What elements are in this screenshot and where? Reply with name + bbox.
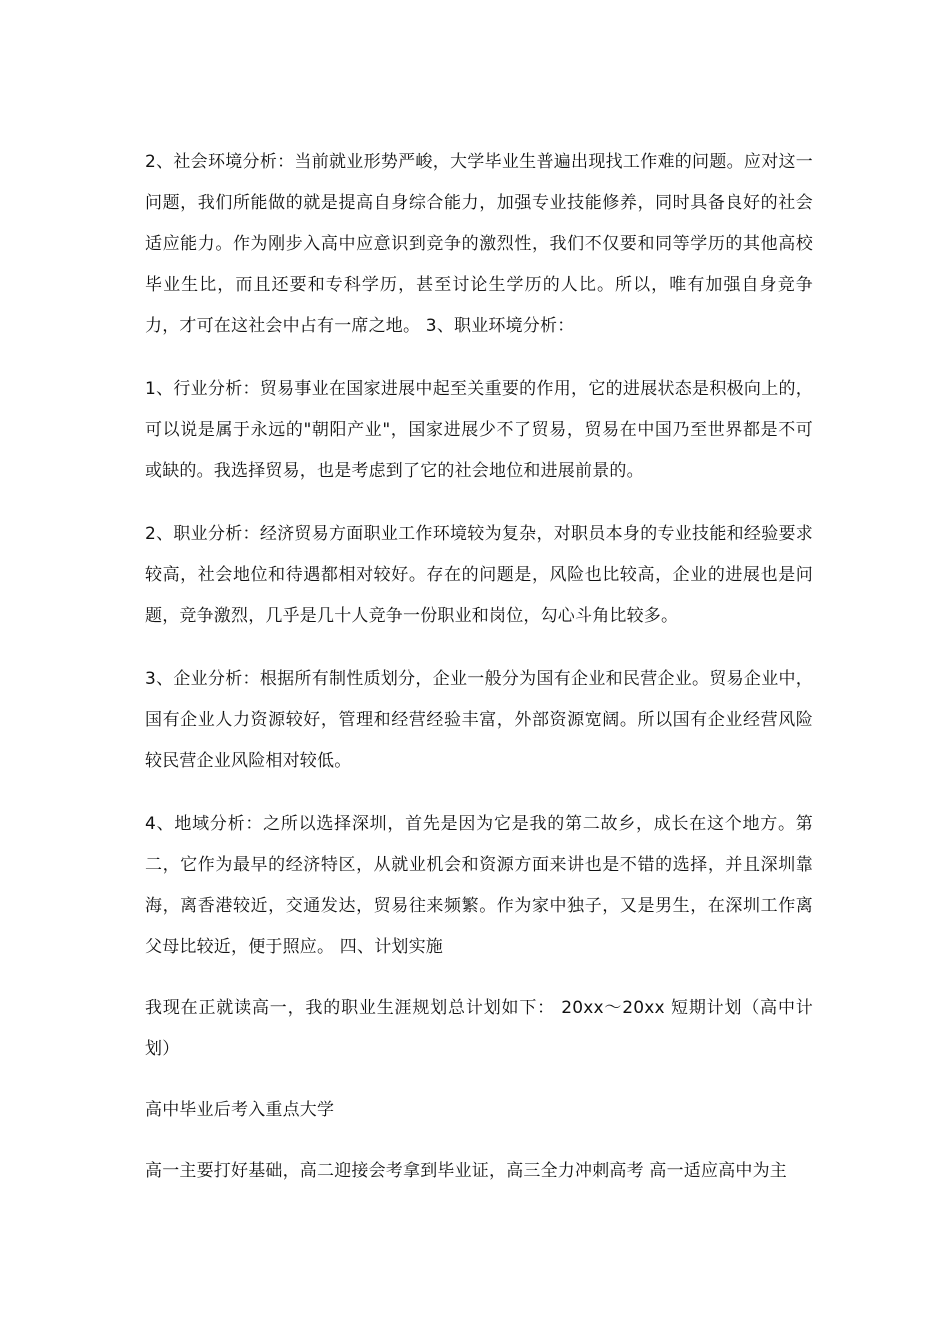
paragraph-social-environment: 2、社会环境分析：当前就业形势严峻，大学毕业生普遍出现找工作难的问题。应对这一问题，我们所能做的就是提高自身综合能力，加强专业技能修养，同时具备良好的社会适应能力。作为刚步入高中应意识到竞争的激烈性，我们不仅要和同等学历的其他高校毕业生比，而且还要和专科学历，甚至讨论生学历的人比。所以，唯有加强自身竞争力，才可在这社会中占有一席之地。 3、职业环境分析： <box>145 152 813 336</box>
document-body <box>145 142 813 1192</box>
paragraph-university-goal: 高中毕业后考入重点大学 <box>145 1100 335 1120</box>
paragraph-industry-analysis: 1、行业分析：贸易事业在国家进展中起至关重要的作用，它的进展状态是积极向上的，可以说是属于永远的"朝阳产业"，国家进展少不了贸易，贸易在中国乃至世界都是不可或缺的。我选择贸易，也是考虑到了它的社会地位和进展前景的。 <box>145 379 813 481</box>
paragraph-plan-overview: 我现在正就读高一，我的职业生涯规划总计划如下： 20xx～20xx 短期计划（高中计划） <box>145 998 813 1059</box>
paragraph-region-analysis: 4、地域分析：之所以选择深圳，首先是因为它是我的第二故乡，成长在这个地方。第二，它作为最早的经济特区，从就业机会和资源方面来讲也是不错的选择，并且深圳靠海，离香港较近，交通发达，贸易往来频繁。作为家中独子，又是男生，在深圳工作离父母比较近，便于照应。 四、计划实施 <box>145 814 813 957</box>
paragraph-yearly-plan: 高一主要打好基础，高二迎接会考拿到毕业证，高三全力冲刺高考 高一适应高中为主 <box>145 1161 788 1181</box>
paragraph-enterprise-analysis: 3、企业分析：根据所有制性质划分，企业一般分为国有企业和民营企业。贸易企业中，国有企业人力资源较好，管理和经营经验丰富，外部资源宽阔。所以国有企业经营风险较民营企业风险相对较低。 <box>145 669 813 771</box>
paragraph-occupation-analysis: 2、职业分析：经济贸易方面职业工作环境较为复杂，对职员本身的专业技能和经验要求较高，社会地位和待遇都相对较好。存在的问题是，风险也比较高，企业的进展也是问题，竞争激烈，几乎是几十人竞争一份职业和岗位，勾心斗角比较多。 <box>145 524 813 626</box>
